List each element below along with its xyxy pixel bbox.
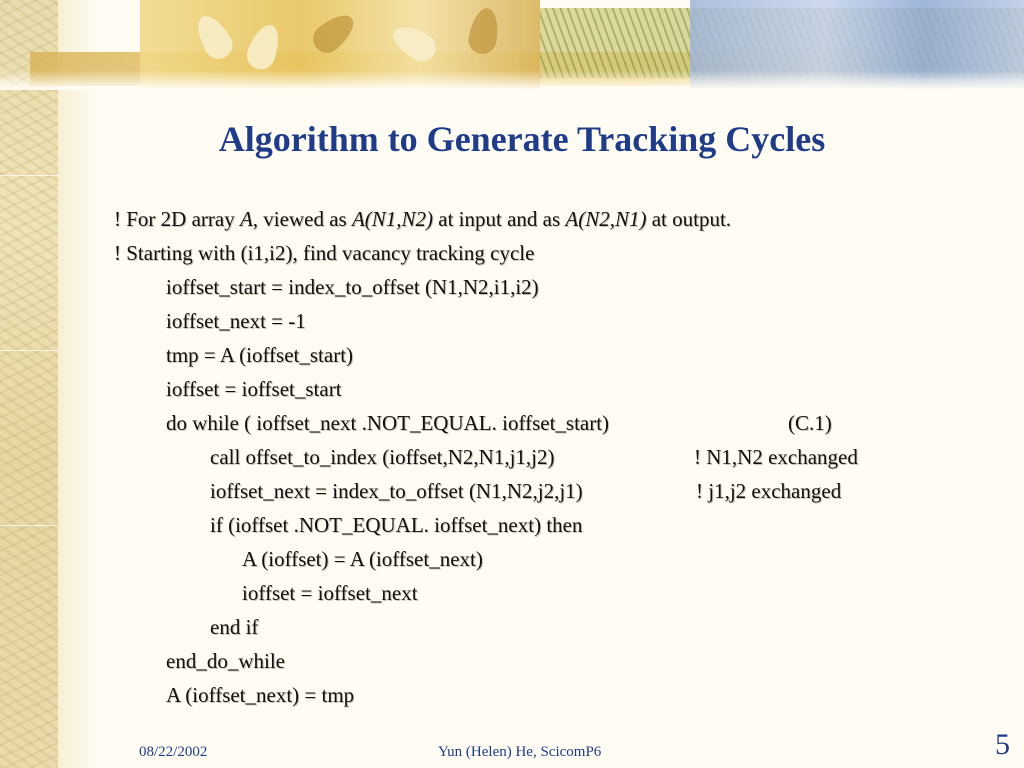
code-line (114, 338, 994, 372)
strip-divider (0, 175, 58, 176)
code-text: ! Starting with (i1,i2), find vacancy tracking cycle (114, 241, 535, 265)
code-text: end_do_while (166, 649, 285, 673)
code-line (114, 610, 994, 644)
footer-date: 08/22/2002 (139, 744, 208, 760)
code-line (114, 202, 994, 236)
code-text: ioffset_start = index_to_offset (N1,N2,i1,i2) (166, 275, 539, 299)
page-number: 5 (995, 728, 1010, 761)
code-line (114, 372, 994, 406)
code-line (114, 270, 994, 304)
code-text-italic: A(N2,N1) (565, 207, 647, 231)
code-text: at input and as (433, 207, 566, 231)
code-line (114, 508, 994, 542)
left-fade (58, 0, 98, 768)
code-comment: ! N1,N2 exchanged (694, 445, 858, 469)
code-text: at output. (646, 207, 732, 231)
code-text: if (ioffset .NOT_EQUAL. ioffset_next) then (210, 513, 583, 537)
code-line (114, 542, 994, 576)
slide-title: Algorithm to Generate Tracking Cycles (218, 119, 826, 159)
code-text: call offset_to_index (ioffset,N2,N1,j1,j2) (210, 445, 555, 469)
code-text: ioffset = ioffset_start (166, 377, 342, 401)
left-texture-strip (0, 0, 58, 768)
code-line (114, 474, 994, 508)
code-text-italic: A(N1,N2) (351, 207, 434, 231)
decorative-banner (0, 0, 1024, 90)
code-line (114, 678, 994, 712)
code-text: ! For 2D array (114, 207, 240, 231)
strip-divider (0, 350, 58, 351)
code-line (114, 406, 994, 440)
code-line (114, 576, 994, 610)
code-comment: (C.1) (788, 411, 832, 435)
code-line (114, 440, 994, 474)
footer-author: Yun (Helen) He, ScicomP6 (438, 744, 602, 760)
code-text: do while ( ioffset_next .NOT_EQUAL. ioffset_start) (166, 411, 610, 435)
code-text: A (ioffset_next) = tmp (166, 683, 355, 707)
code-text: ioffset = ioffset_next (242, 581, 418, 605)
code-text-italic: A (239, 207, 253, 231)
code-listing (114, 202, 994, 712)
code-line (114, 644, 994, 678)
code-text: ioffset_next = index_to_offset (N1,N2,j2,j1) (210, 479, 583, 503)
code-text: , viewed as (252, 207, 352, 231)
code-line (114, 304, 994, 338)
code-text: end if (210, 615, 259, 639)
code-line (114, 236, 994, 270)
banner-fade (0, 70, 1024, 90)
code-text: A (ioffset) = A (ioffset_next) (242, 547, 483, 571)
code-text: ioffset_next = -1 (166, 309, 306, 333)
code-comment: ! j1,j2 exchanged (696, 479, 842, 503)
strip-divider (0, 525, 58, 526)
code-text: tmp = A (ioffset_start) (166, 343, 354, 367)
